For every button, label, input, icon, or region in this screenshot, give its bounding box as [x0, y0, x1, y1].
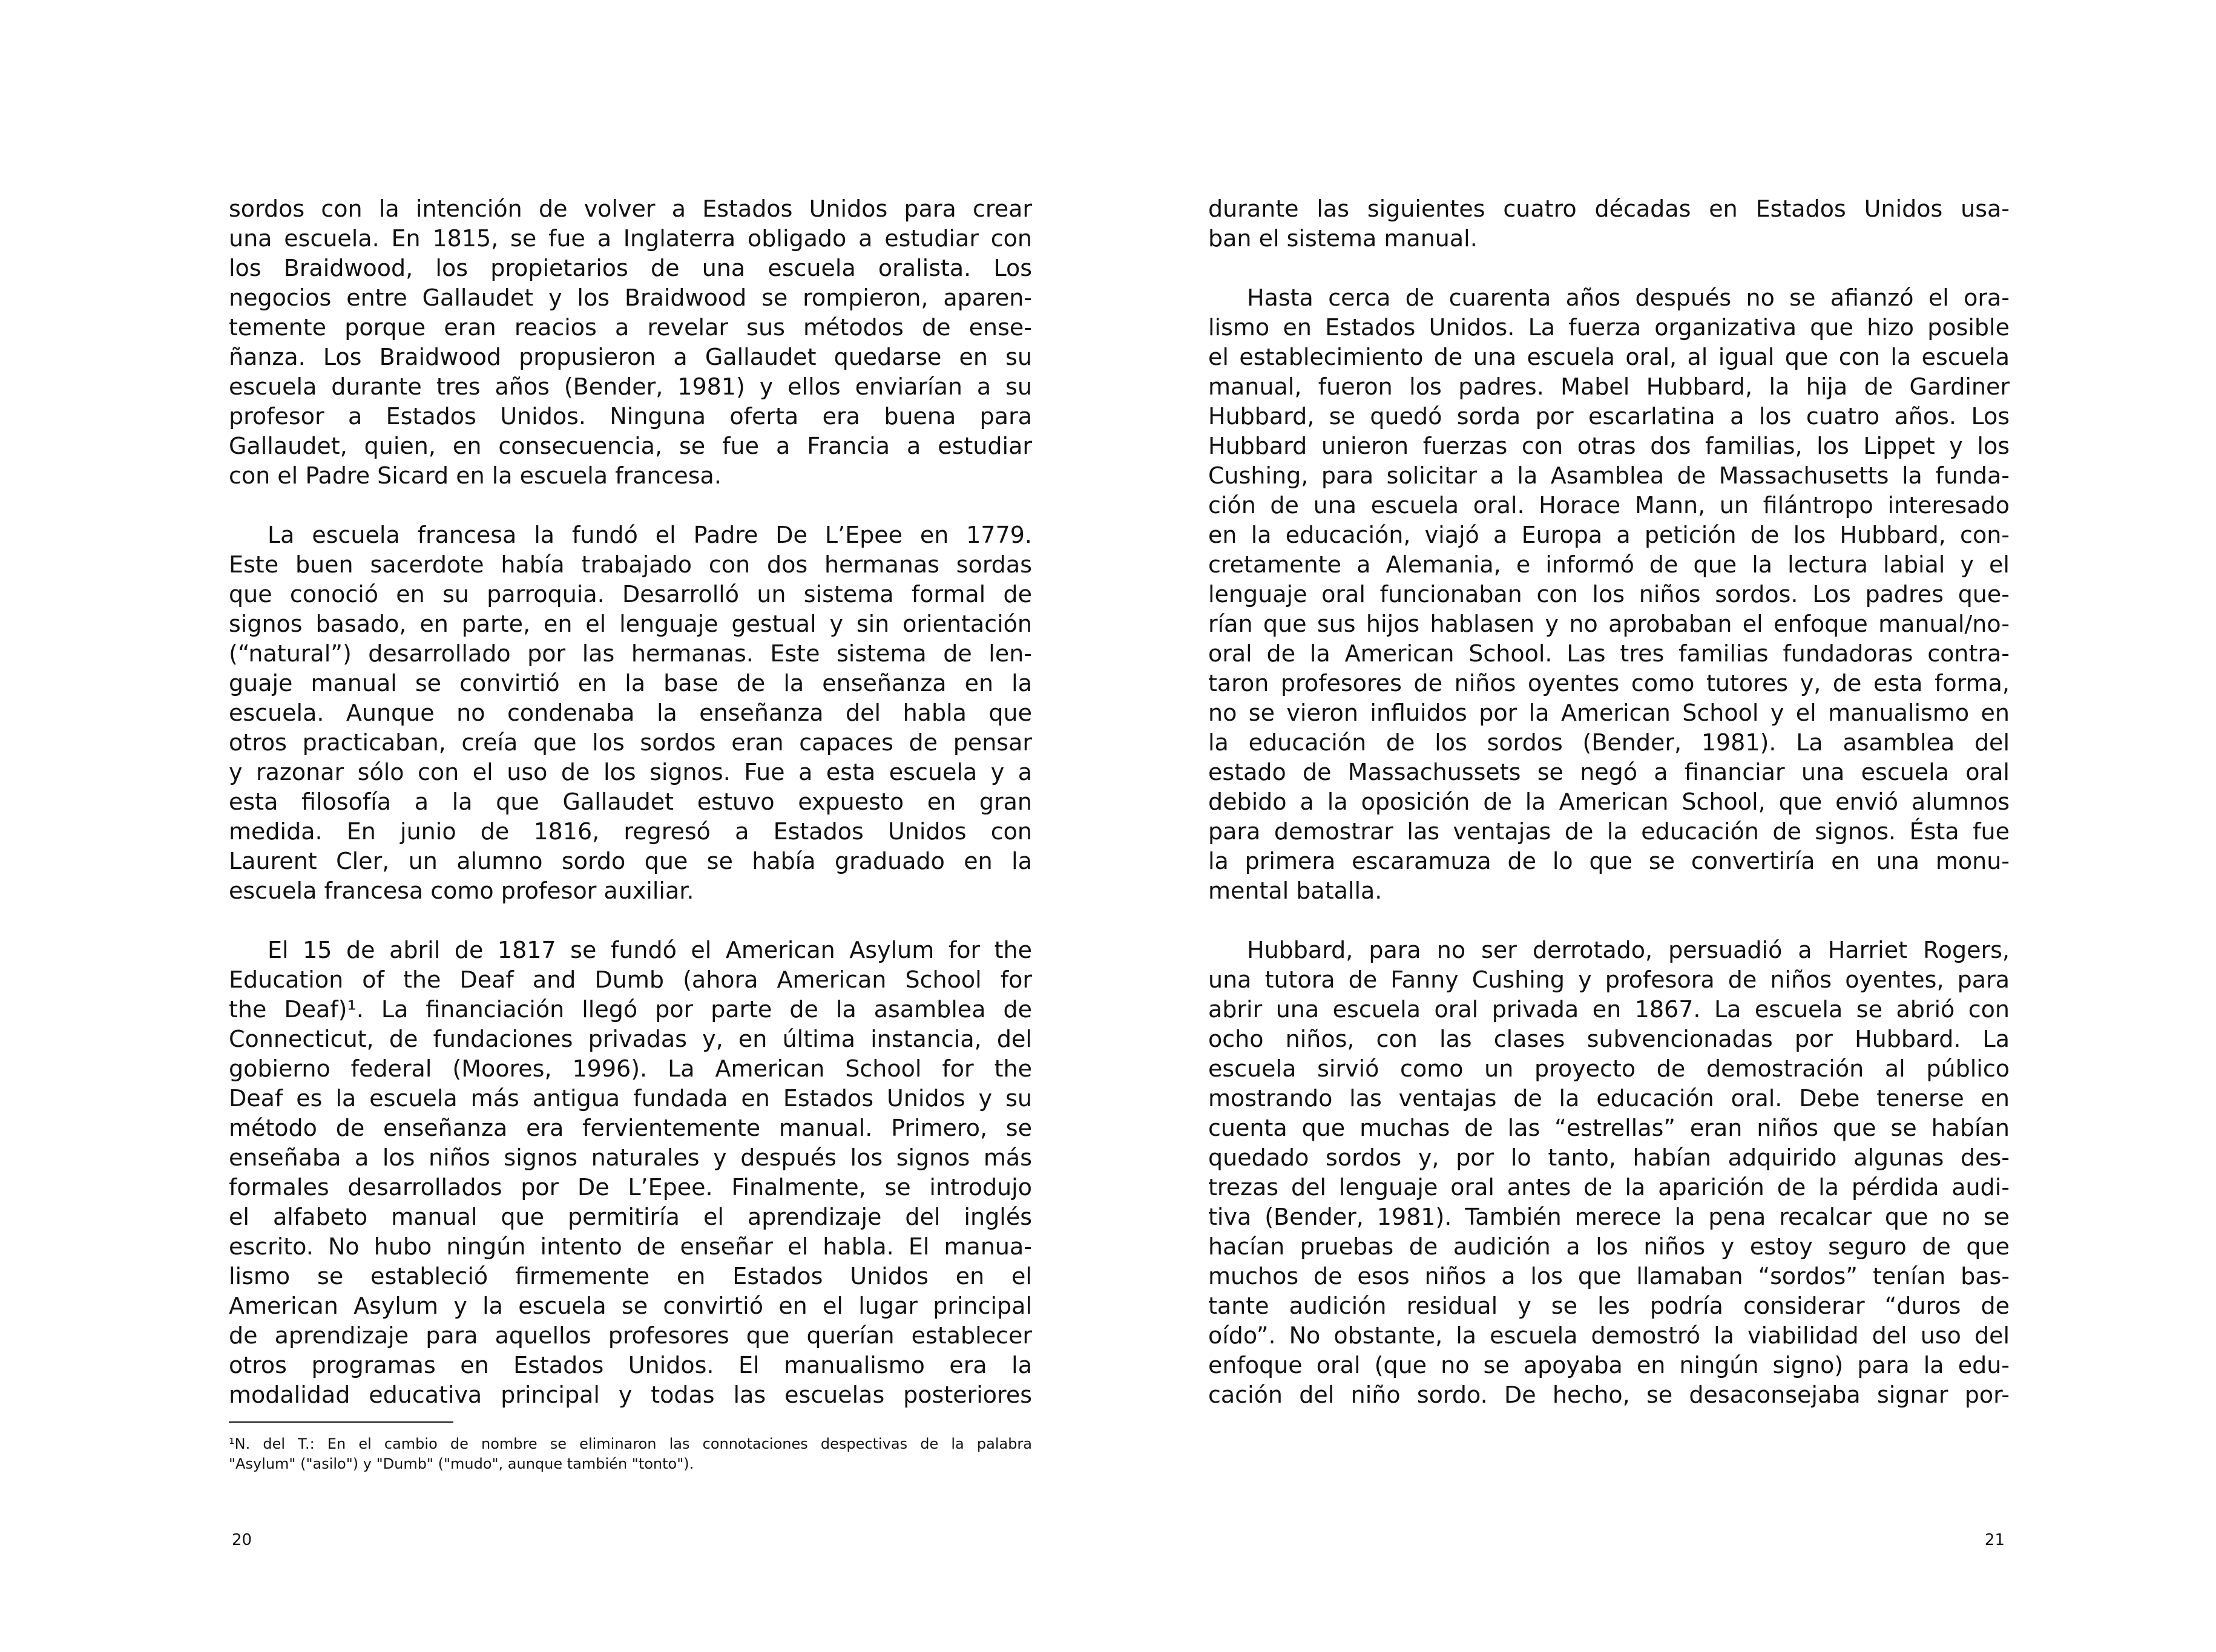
text-line: rían que sus hijos hablasen y no aprobaban el enfoque manual/no- — [1208, 611, 2010, 637]
paragraph — [229, 194, 1032, 491]
text-line: temente porque eran reacios a revelar sus métodos de ense- — [229, 314, 1032, 341]
text-line: una tutora de Fanny Cushing y profesora de niños oyentes, para — [1208, 966, 2010, 993]
text-line: gobierno federal (Moores, 1996). La American School for the — [229, 1055, 1032, 1082]
text-line: El 15 de abril de 1817 se fundó el American Asylum for the — [268, 937, 1032, 963]
paragraph — [1208, 936, 2010, 1410]
text-line: lismo en Estados Unidos. La fuerza organizativa que hizo posible — [1208, 314, 2010, 341]
text-line: hacían pruebas de audición a los niños y estoy seguro de que — [1208, 1233, 2010, 1260]
text-line: signos basado, en parte, en el lenguaje gestual y sin orientación — [229, 611, 1032, 637]
text-line: con el Padre Sicard en la escuela francesa. — [229, 462, 722, 489]
text-line: Deaf es la escuela más antigua fundada en Estados Unidos y su — [229, 1085, 1032, 1112]
page-number-right: 21 — [1984, 1531, 2005, 1549]
text-line: abrir una escuela oral privada en 1867. La escuela se abrió con — [1208, 996, 2010, 1023]
text-line: en la educación, viajó a Europa a petición de los Hubbard, con- — [1208, 522, 2010, 548]
text-line: la educación de los sordos (Bender, 1981). La asamblea del — [1208, 729, 2010, 756]
text-line: lenguaje oral funcionaban con los niños sordos. Los padres que- — [1208, 581, 2010, 608]
footnote — [229, 1434, 1032, 1474]
text-line: Hubbard, se quedó sorda por escarlatina a los cuatro años. Los — [1208, 403, 2010, 430]
text-line: otros practicaban, creía que los sordos eran capaces de pensar — [229, 729, 1032, 756]
text-line: negocios entre Gallaudet y los Braidwood se rompieron, aparen- — [229, 284, 1032, 311]
text-line: Education of the Deaf and Dumb (ahora American School for — [229, 966, 1032, 993]
text-line: escrito. No hubo ningún intento de enseñar el habla. El manua- — [229, 1233, 1032, 1260]
text-line: (“natural”) desarrollado por las hermanas. Este sistema de len- — [229, 640, 1032, 667]
text-line: quedado sordos y, por lo tanto, habían adquirido algunas des- — [1208, 1144, 2010, 1171]
text-line: modalidad educativa principal y todas las escuelas posteriores — [229, 1382, 1032, 1408]
text-line: trezas del lenguaje oral antes de la aparición de la pérdida audi- — [1208, 1174, 2010, 1201]
text-line: cretamente a Alemania, e informó de que la lectura labial y el — [1208, 551, 2010, 578]
text-line: lismo se estableció firmemente en Estados Unidos en el — [229, 1263, 1032, 1290]
text-line: ban el sistema manual. — [1208, 225, 1478, 252]
text-line: la primera escaramuza de lo que se convertiría en una monu- — [1208, 848, 2010, 874]
paragraph — [229, 520, 1032, 906]
text-line: de aprendizaje para aquellos profesores que querían establecer — [229, 1322, 1032, 1349]
text-line: mostrando las ventajas de la educación oral. Debe tenerse en — [1208, 1085, 2010, 1112]
text-line: tante audición residual y se les podría considerar “duros de — [1208, 1293, 2010, 1319]
paragraph — [1208, 194, 2010, 254]
text-line: oído”. No obstante, la escuela demostró la viabilidad del uso del — [1208, 1322, 2010, 1349]
text-line: ción de una escuela oral. Horace Mann, un filántropo interesado — [1208, 492, 2010, 519]
footnote-line: "Asylum" ("asilo") y "Dumb" ("mudo", aunque también "tonto"). — [229, 1455, 694, 1472]
text-line: Este buen sacerdote había trabajado con dos hermanas sordas — [229, 551, 1032, 578]
text-line: el alfabeto manual que permitiría el aprendizaje del inglés — [229, 1204, 1032, 1230]
text-line: debido a la oposición de la American School, que envió alumnos — [1208, 788, 2010, 815]
text-line: Hubbard unieron fuerzas con otras dos familias, los Lippet y los — [1208, 433, 2010, 459]
text-line: profesor a Estados Unidos. Ninguna oferta era buena para — [229, 403, 1032, 430]
text-line: escuela durante tres años (Bender, 1981) y ellos enviarían a su — [229, 373, 1032, 400]
footnote-divider — [229, 1421, 453, 1423]
footnote-line: ¹N. del T.: En el cambio de nombre se eliminaron las connotaciones despectivas de la palabra — [229, 1435, 1032, 1452]
text-line: ocho niños, con las clases subvencionadas por Hubbard. La — [1208, 1026, 2010, 1052]
text-line: esta filosofía a la que Gallaudet estuvo expuesto en gran — [229, 788, 1032, 815]
text-line: tiva (Bender, 1981). También merece la pena recalcar que no se — [1208, 1204, 2010, 1230]
text-line: enfoque oral (que no se apoyaba en ningún signo) para la edu- — [1208, 1352, 2010, 1378]
text-line: Connecticut, de fundaciones privadas y, en última instancia, del — [229, 1026, 1032, 1052]
text-line: the Deaf)¹. La financiación llegó por parte de la asamblea de — [229, 996, 1032, 1023]
text-line: muchos de esos niños a los que llamaban “sordos” tenían bas- — [1208, 1263, 2010, 1290]
text-line: escuela. Aunque no condenaba la enseñanza del habla que — [229, 700, 1032, 726]
text-line: no se vieron influidos por la American School y el manualismo en — [1208, 700, 2010, 726]
text-line: formales desarrollados por De L’Epee. Finalmente, se introdujo — [229, 1174, 1032, 1201]
text-line: taron profesores de niños oyentes como tutores y, de esta forma, — [1208, 670, 2010, 697]
text-line: escuela sirvió como un proyecto de demostración al público — [1208, 1055, 2010, 1082]
text-line: guaje manual se convirtió en la base de la enseñanza en la — [229, 670, 1032, 697]
text-line: American Asylum y la escuela se convirtió en el lugar principal — [229, 1293, 1032, 1319]
text-line: Hasta cerca de cuarenta años después no se afianzó el ora- — [1247, 284, 2010, 311]
text-line: Hubbard, para no ser derrotado, persuadió a Harriet Rogers, — [1247, 937, 2010, 963]
text-line: Laurent Cler, un alumno sordo que se había graduado en la — [229, 848, 1032, 874]
text-line: para demostrar las ventajas de la educación de signos. Ésta fue — [1208, 818, 2010, 845]
text-line: los Braidwood, los propietarios de una escuela oralista. Los — [229, 255, 1032, 281]
text-line: otros programas en Estados Unidos. El manualismo era la — [229, 1352, 1032, 1378]
text-line: una escuela. En 1815, se fue a Inglaterra obligado a estudiar con — [229, 225, 1032, 252]
page-number-left: 20 — [232, 1531, 252, 1549]
text-line: cuenta que muchas de las “estrellas” eran niños que se habían — [1208, 1115, 2010, 1141]
text-line: ñanza. Los Braidwood propusieron a Gallaudet quedarse en su — [229, 344, 1032, 370]
text-line: manual, fueron los padres. Mabel Hubbard, la hija de Gardiner — [1208, 373, 2010, 400]
text-line: La escuela francesa la fundó el Padre De L’Epee en 1779. — [268, 522, 1032, 548]
paragraph — [1208, 283, 2010, 906]
text-line: Gallaudet, quien, en consecuencia, se fue a Francia a estudiar — [229, 433, 1032, 459]
text-line: método de enseñanza era fervientemente manual. Primero, se — [229, 1115, 1032, 1141]
text-line: sordos con la intención de volver a Estados Unidos para crear — [229, 195, 1032, 222]
text-line: que conoció en su parroquia. Desarrolló un sistema formal de — [229, 581, 1032, 608]
text-line: y razonar sólo con el uso de los signos. Fue a esta escuela y a — [229, 759, 1032, 785]
paragraph — [229, 936, 1032, 1410]
text-line: escuela francesa como profesor auxiliar. — [229, 877, 694, 904]
text-line: estado de Massachussets se negó a financiar una escuela oral — [1208, 759, 2010, 785]
text-line: enseñaba a los niños signos naturales y después los signos más — [229, 1144, 1032, 1171]
text-line: oral de la American School. Las tres familias fundadoras contra- — [1208, 640, 2010, 667]
text-line: medida. En junio de 1816, regresó a Estados Unidos con — [229, 818, 1032, 845]
text-line: Cushing, para solicitar a la Asamblea de Massachusetts la funda- — [1208, 462, 2010, 489]
text-line: durante las siguientes cuatro décadas en Estados Unidos usa- — [1208, 195, 2010, 222]
left-page-body — [229, 194, 1032, 1440]
text-line: mental batalla. — [1208, 877, 1383, 904]
text-line: cación del niño sordo. De hecho, se desaconsejaba signar por- — [1208, 1382, 2010, 1408]
text-line: el establecimiento de una escuela oral, al igual que con la escuela — [1208, 344, 2010, 370]
right-page-body — [1208, 194, 2010, 1440]
